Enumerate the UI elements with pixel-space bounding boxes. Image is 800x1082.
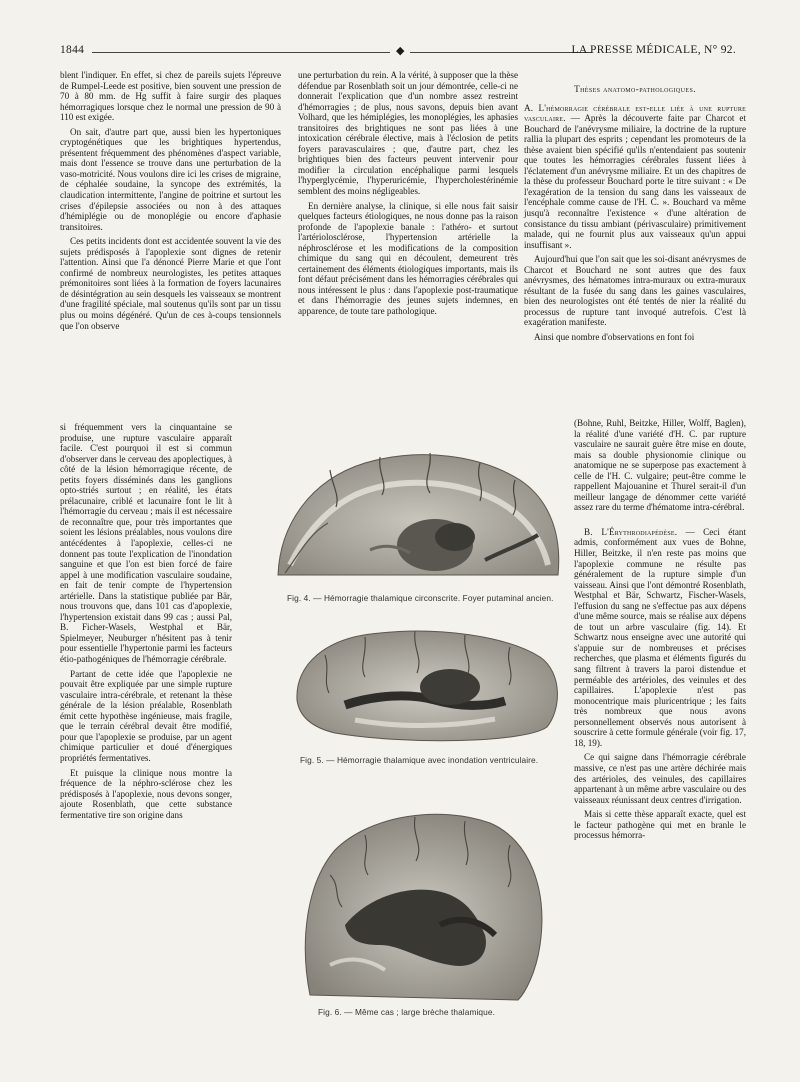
figure-6-brain-section <box>290 795 552 1005</box>
paragraph: une perturbation du rein. A la vérité, à supposer que la thèse défendue par Rosenblath soit un jour démontrée, celle-ci ne donnerait l'explication que d'un nombre assez restreint d'hémorragies ; de plus, nous savons, depuis bien avant Volhard, que les hémiplégies, les monoplégies, les aphasies transitoires des brightiques ne sont pas liées à une intoxication cérébrale élective, mais à l'éclosion de petits foyers paravasculaires ; que, d'autre part, chez les brightiques bien des facteurs peuvent intervenir pour modifier la circulation encéphalique parmi lesquels l'hyperglycémie, l'hyperuricémie, l'hypercholestérinémie semblent des moins négligeables. <box>298 70 518 197</box>
paragraph: On sait, d'autre part que, aussi bien les hypertoniques cryptogénétiques que les brightiques hypertendus, présentent fréquemment des phénomènes d'aspect variable, mais dont l'essence se trouve dans une perturbation de la vaso-motricité. Nous voulons dire ici les crises de migraine, de céphalée soudaine, la syncope des extrémités, la claudication intermittente, l'angine de poitrine et surtout les crises d'épilepsie associées ou non à des attaques d'hémiplégie ou de monoplégie ou encore d'aphasie transitoires. <box>60 126 281 232</box>
column-3-top <box>524 70 746 347</box>
section-a-title: A. L'hémorragie cérébrale est-elle liée à une rupture vasculaire. <box>524 102 746 124</box>
column-1-top <box>60 70 281 335</box>
journal-title: LA PRESSE MÉDICALE, N° 92. <box>571 44 736 56</box>
paragraph: blent l'indiquer. En effet, si chez de pareils sujets l'épreuve de Rumpel-Leede est positive, bien souvent une pression de 70 à 80 mm. de Hg suffit à faire surgir des plaques hémorragiques lorsque chez le normal une pression de 90 à 110 est exigée. <box>60 70 281 123</box>
page-number: 1844 <box>60 44 85 56</box>
column-2 <box>298 70 518 321</box>
figure-4-caption: Fig. 4. — Hémorragie thalamique circonscrite. Foyer putaminal ancien. <box>287 593 554 603</box>
paragraph: — Après la découverte faite par Charcot et Bouchard de l'anévrysme miliaire, la doctrine de la rupture rallia la plupart des esprits ; cependant les promoteurs de la thèse avaient bien spécifié qu'ils n'entendaient pas soutenir que toutes les hémorragies cérébrales fussent liées à l'éclatement d'un anévrysme miliaire. Et un des chapitres de la thèse du professeur Bouchard porte le titre suivant : « De l'exagération de la tension du sang dans les vaisseaux de l'encéphale comme cause de l'H. C. ». Bouchard va même jusqu'à reconnaître l'existence « d'une altération de consistance du tissu ambiant (périvasculaire) primitivement malade, qui ne fournit plus aux vaisseaux qu'un appui insuffisant ». <box>524 113 747 250</box>
paragraph: Ce qui saigne dans l'hémorragie cérébrale massive, ce n'est pas une artère déchirée mais des artérioles, des veinules, des capillaires appartenant à un même arbre vasculaire ou des vaisseaux réunissant deux centres d'irrigation. <box>574 752 746 805</box>
figure-5-caption: Fig. 5. — Hémorragie thalamique avec inondation ventriculaire. <box>300 755 539 765</box>
header-rule-left <box>92 52 390 53</box>
column-3-narrow <box>574 418 746 845</box>
header-diamond-icon: ◆ <box>396 45 405 57</box>
paragraph: Ainsi que nombre d'observations en font foi <box>534 332 695 343</box>
paragraph: (Bohne, Ruhl, Beitzke, Hiller, Wolff, Baglen), la réalité d'une variété d'H. C. par rupture vasculaire ne saurait guère être mise en doute, mais sa double physionomie clinique ou anatomique ne se superpose pas exactement à celle de l'H. C. vulgaire; peut-être comme le rappellent Majouanine et Thurel serait-il d'un meilleur langage de dénommer cette variété assez rare du terme d'hématome intra-cérébral. <box>574 418 746 513</box>
paragraph: Aujourd'hui que l'on sait que les soi-disant anévrysmes de Charcot et Bouchard ne sont autres que des faux anévrysmes, des hématomes intra-muraux ou extra-muraux résultant de la fusée du sang dans les gaines vasculaires, bien des neurologistes ont été tentés de nier la réalité du processus de rupture tant invoqué autrefois. C'est là exagération manifeste. <box>524 254 746 328</box>
section-b-title: B. L'Érythrodiapédèse. <box>584 526 678 537</box>
paragraph: Mais si cette thèse apparaît exacte, quel est le facteur pathogène qui met en branle le processus hémorra- <box>574 809 746 841</box>
paragraph: Partant de cette idée que l'apoplexie ne pouvait être expliquée par une simple rupture vasculaire intra-cérébrale, et retenant la thèse générale de la lésion préalable, Rosenblath émit cette hypothèse ingénieuse, mais fragile, que le terrain cérébral devait être modifié, pour que l'apoplexie se produise, par un agent chimique particulier et doué d'énergiques propriétés fermentatives. <box>60 668 232 763</box>
section-heading: Thèses anatomo-pathologiques. <box>574 84 696 94</box>
header-rule-right <box>410 52 592 53</box>
figure-6-caption: Fig. 6. — Même cas ; large brèche thalamique. <box>318 1007 495 1017</box>
paragraph: Et puisque la clinique nous montre la fréquence de la néphro-sclérose chez les prédisposés à l'apoplexie, nous devons songer, ajoute Rosenblath, que cette substance fermentative tire son origine dans <box>60 767 232 820</box>
paragraph: si fréquemment vers la cinquantaine se produise, une rupture vasculaire apparaît facile. C'est pourquoi il est si commun d'observer dans le cerveau des apoplectiques, à côté de la lésion hémorragique récente, de petits foyers disséminés dans les ganglions opto-striés surtout ; en réalité, les états prélacunaire, criblé et lacunaire font le lit à l'hémorragie du cerveau ; mais il est nécessaire de reconnaître que, pour très importantes que soient les lésions préalables, nous voulons dire antécédentes à l'apoplexie, celles-ci ne donnent pas toute l'explication de l'inondation sanguine et que l'on est bien forcé de faire appel à une modification vasculaire soudaine, en fait de tenir compte de l'hypertension artérielle. Dans la statistique publiée par Bär, nous trouvons que, dans 101 cas d'apoplexie, l'hypertension existait dans 99 cas ; aussi Pal, B. Ficher-Wasels, Westphal et Bär, Spielmeyer, Neuburger n'hésitent pas à tenir pour essentielle l'hypertonie parmi les facteurs étio-pathogéniques de l'hémorragie cérébrale. <box>60 422 232 665</box>
column-1-narrow <box>60 422 232 824</box>
figure-5-brain-section <box>285 615 565 750</box>
paragraph: En dernière analyse, la clinique, si elle nous fait saisir quelques facteurs étiologiques, ne nous donne pas la raison profonde de l'apoplexie banale : l'athéro- et surtout l'artériolosclérose, l'hypertension artérielle la néphrosclérose et les modifications de la composition chimique du sang qui en découlent, demeurent très certainement des éléments étiologiques importants, mais ils font défaut précisément dans les hémorragies cérébrales qui nous intéressent le plus : dans l'apoplexie post-traumatique et dans l'hémorragie des jeunes sujets indemnes, en apparence, de toute tare pathologique. <box>298 200 518 317</box>
paragraph: — Ceci étant admis, conformément aux vues de Bohne, Hiller, Beitzke, il n'en reste pas moins que l'apoplexie commune ne résulte pas généralement de la rupture simple d'un vaisseau. Ainsi que l'ont démontré Rosenblath, Westphal et Bär, Schwartz, Fischer-Wasels, l'effusion du sang ne s'effectue pas aux dépens d'une même source, mais se réalise aux dépens de tout un arbre vasculaire (fig. 14). Et Schwartz nous enseigne avec une autorité qui s'appuie sur de nombreuses et précises recherches, que plasma et éléments figurés du sang filtrent à travers la paroi distendue et perméable des artérioles, des veinules et des capillaires. L'apoplexie n'est pas monocentrique mais pluricentrique ; les faits très nombreux que nous avons personnellement observés nous autorisent à souscrire à cette formule générale (voir fig. 17, 18, 19). <box>574 526 746 748</box>
paragraph: Ces petits incidents dont est accidentée souvent la vie des sujets prédisposés à l'apoplexie sont dignes de retenir l'attention. Ainsi que l'a dénoncé Pierre Marie et que l'ont confirmé de nombreux neurologistes, les petites attaques prémonitoires sont liées à la formation de foyers lacunaires de désintégration au sein desquels les vaisseaux se montrent d'une fragilité spéciale, mal soutenus qu'ils sont par un tissu plus ou moins dégénéré. Qu'un de ces à-coups tensionnels que l'on observe <box>60 236 281 331</box>
figure-4-brain-section <box>270 425 565 595</box>
